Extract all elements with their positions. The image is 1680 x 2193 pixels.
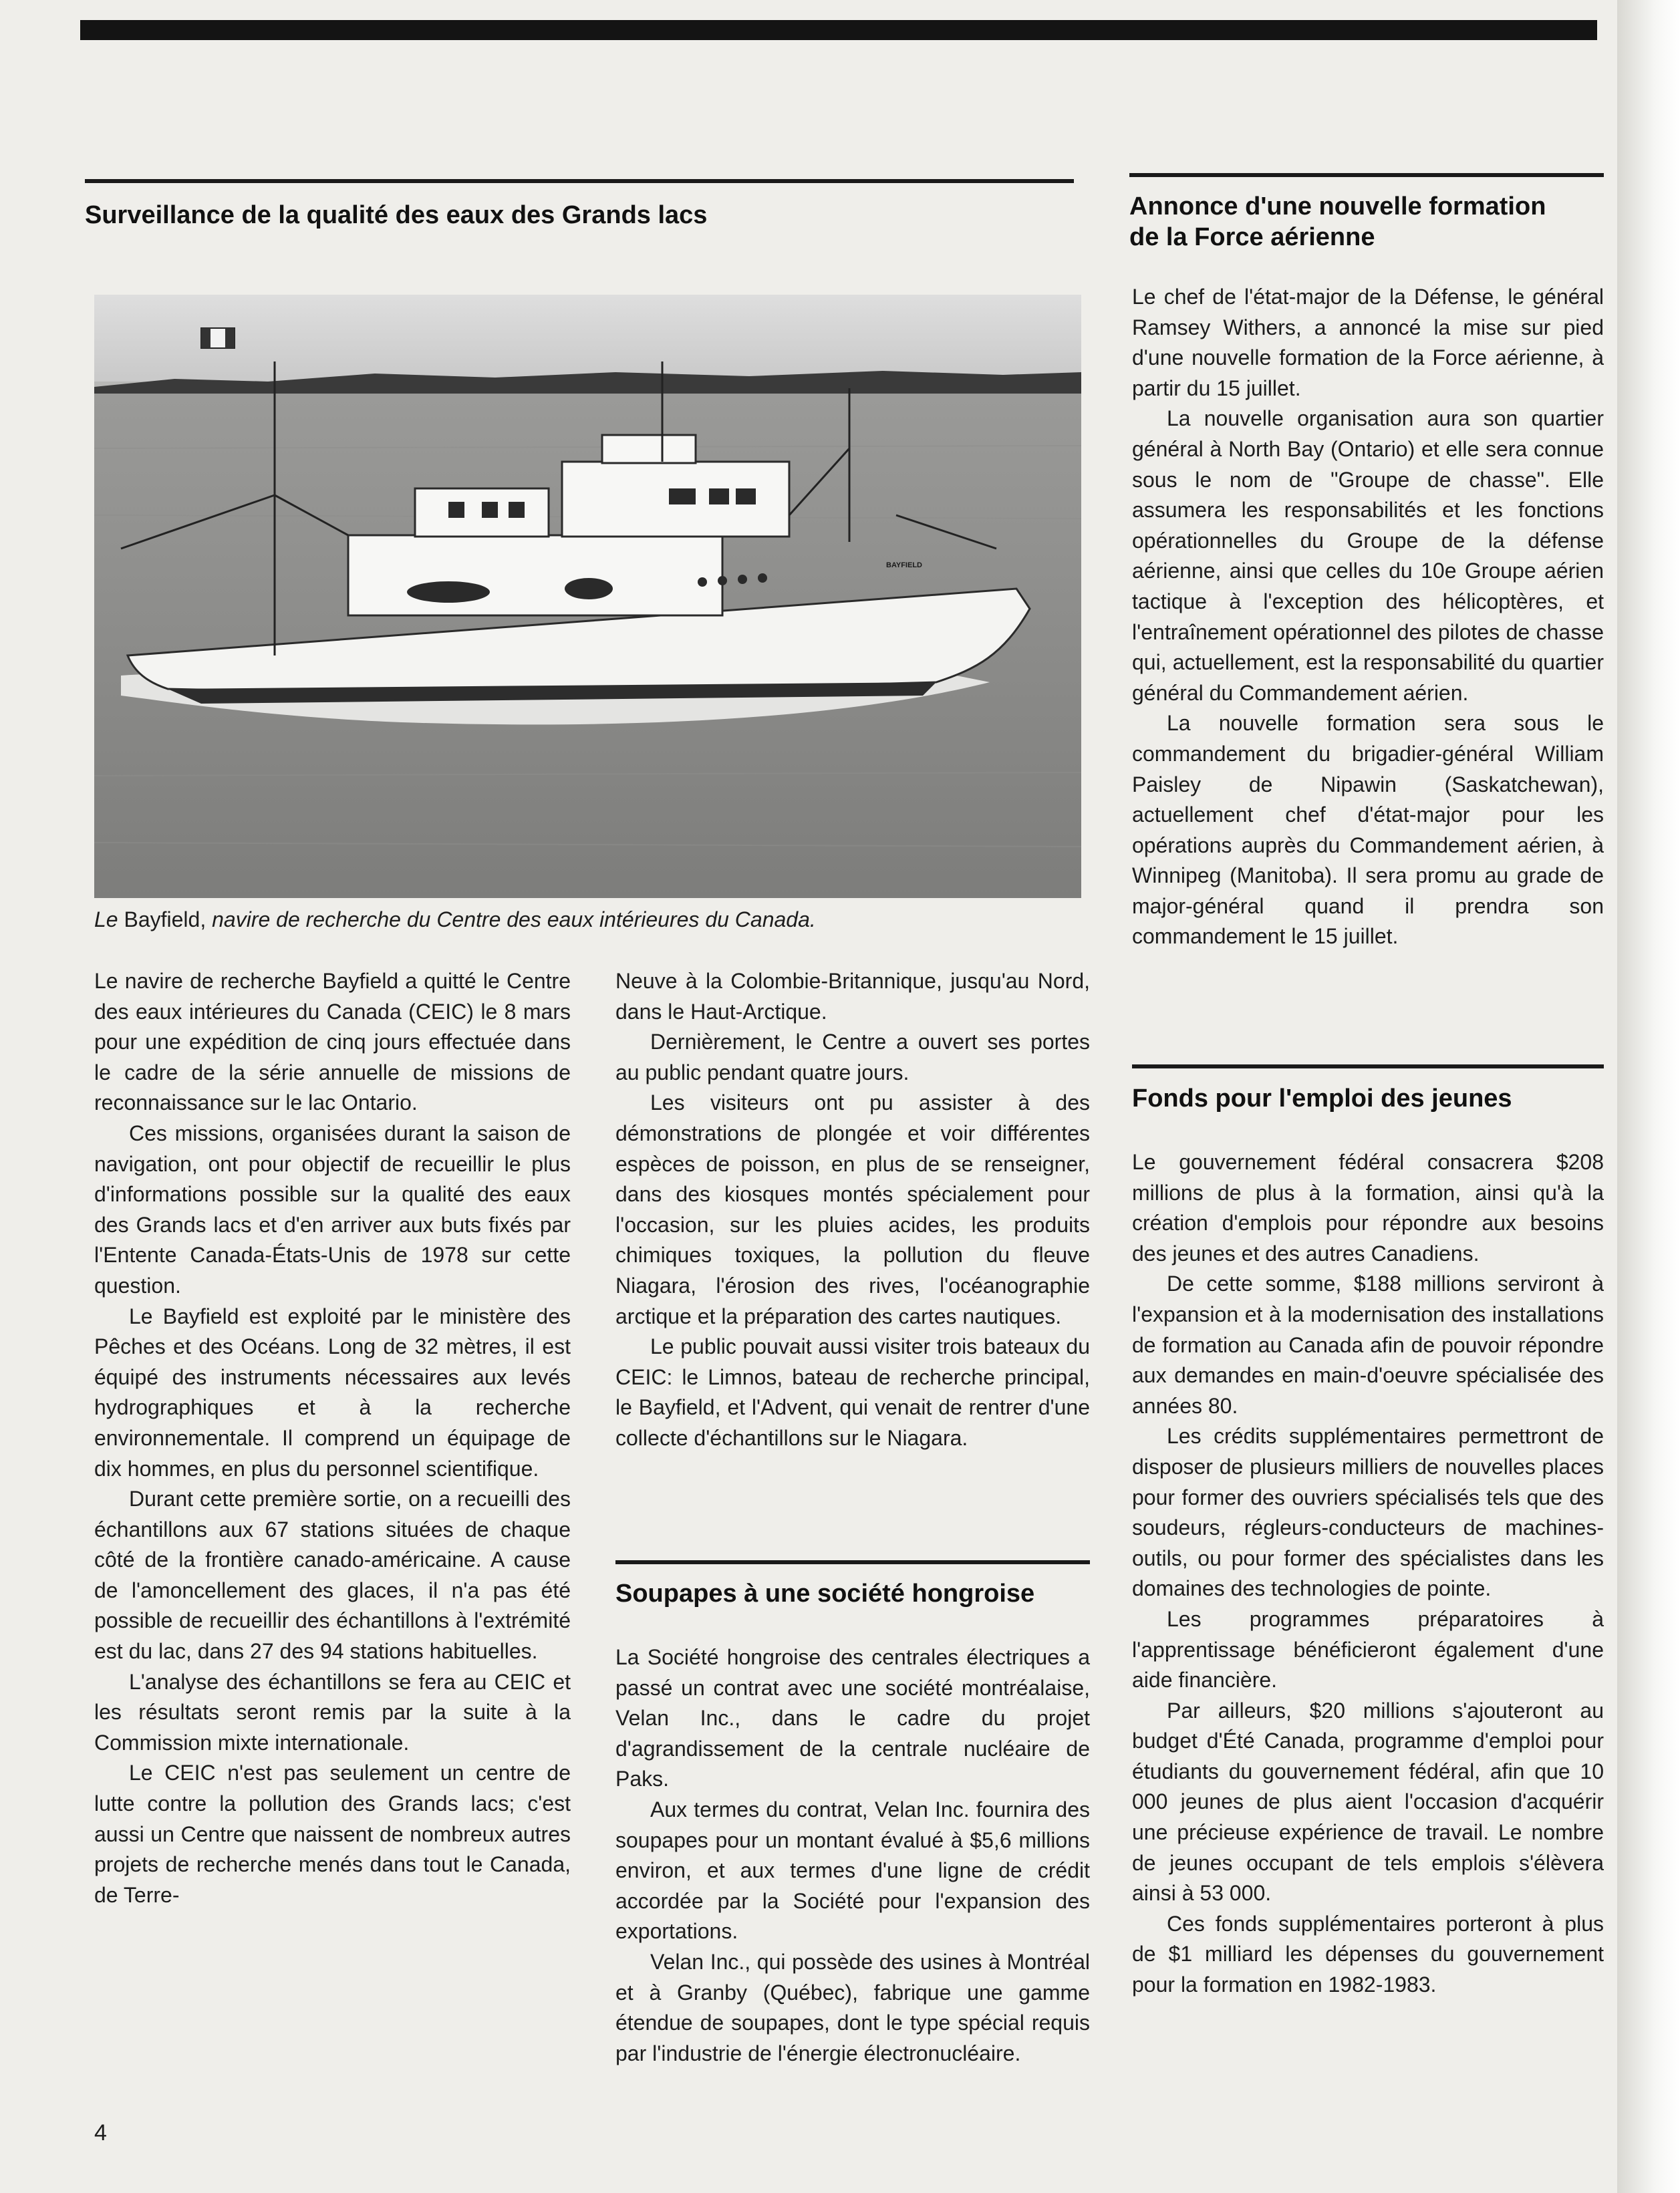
article-body-column-2 [615,966,1090,1454]
paragraph: Durant cette première sortie, on a recueilli des échantillons aux 67 stations situées de chaque côté de la frontière canado-américaine. A cause de l'amoncellement des glaces, il n'a pas été possible de recueillir des échantillons à l'extrémité est du lac, dans 27 des 94 stations habituelles. [94,1487,571,1664]
paragraph: Le Bayfield est exploité par le ministère des Pêches et des Océans. Long de 32 mètres, il est équipé des instruments nécessaires aux levés hydrographiques et à la recherche environnementale. Il comprend un équipage de dix hommes, en plus du personnel scientifique. [94,1304,571,1481]
paragraph: Les programmes préparatoires à l'apprentissage bénéficieront également d'une aide financière. [1132,1606,1604,1693]
paragraph: Velan Inc., qui possède des usines à Montréal et à Granby (Québec), fabrique une gamme étendue de soupapes, dont le type spécial requis par l'industrie de l'énergie électronucléaire. [615,1949,1090,2065]
article-rule [1129,173,1604,177]
paragraph: Le CEIC n'est pas seulement un centre de lutte contre la pollution des Grands lacs; c'est aussi un Centre que naissent de nombreux autres projets de recherche menés dans tout le Canada, de Terre- [94,1761,571,1907]
article-body-column-1 [94,966,571,1910]
article-body [1132,282,1604,952]
paragraph: Aux termes du contrat, Velan Inc. fournira des soupapes pour un montant évalué à $5,6 millions environ, et aux termes d'une ligne de crédit accordée par la Société pour l'expansion des exportations. [615,1797,1090,1944]
article-title [1129,191,1604,253]
paragraph: Le navire de recherche Bayfield a quitté le Centre des eaux intérieures du Canada (CEIC) le 8 mars pour une expédition de cinq jours effectuée dans le cadre de la série annuelle de missions de reconnaissance sur le lac Ontario. [94,969,571,1115]
article-rule [1132,1064,1604,1068]
article-rule [85,179,1074,183]
page-number: 4 [94,2120,107,2146]
paragraph: L'analyse des échantillons se fera au CEIC et les résultats seront remis par la suite à la Commission mixte internationale. [94,1669,571,1755]
article-title: Fonds pour l'emploi des jeunes [1132,1084,1512,1113]
top-bar [80,20,1597,40]
paragraph: Les visiteurs ont pu assister à des démonstrations de plongée et voir différentes espèces de poisson, en plus de se renseigner, dans des kiosques montés spécialement pour l'occasion, sur les pluies acides, les produits chimiques toxiques, la pollution du fleuve Niagara, l'érosion des rives, l'océanographie arctique et la préparation des cartes nautiques. [615,1090,1090,1328]
page-edge [1617,0,1680,2193]
paragraph: La nouvelle formation sera sous le commandement du brigadier-général William Paisley de Nipawin (Saskatchewan), actuellement chef d'état-major pour les opérations auprès du Commandement aérien, à Winnipeg (Manitoba). Il sera promu au grade de major-général quand il prendra son commandement le 15 juillet. [1132,711,1604,949]
article-title: Soupapes à une société hongroise [615,1580,1035,1608]
article-title-line: de la Force aérienne [1129,223,1375,251]
paragraph: Le chef de l'état-major de la Défense, le général Ramsey Withers, a annoncé la mise sur pied d'une nouvelle formation de la Force aérienne, à partir du 15 juillet. [1132,285,1604,400]
article-body [1132,1147,1604,2001]
ship-illustration [94,295,1081,898]
paragraph: Le public pouvait aussi visiter trois bateaux du CEIC: le Limnos, bateau de recherche principal, le Bayfield, et l'Advent, qui venait de rentrer d'une collecte d'échantillons sur le Niagara. [615,1334,1090,1450]
article-title: Surveillance de la qualité des eaux des Grands lacs [85,201,708,229]
paragraph: Ces missions, organisées durant la saison de navigation, ont pour objectif de recueillir le plus d'informations possible sur la qualité des eaux des Grands lacs et d'en arriver aux buts fixés par l'Entente Canada-États-Unis de 1978 sur cette question. [94,1121,571,1298]
article-rule [615,1560,1090,1564]
paragraph: Par ailleurs, $20 millions s'ajouteront au budget d'Été Canada, programme d'emploi pour étudiants du gouvernement fédéral, afin que 10 000 jeunes de plus aient l'occasion d'acquérir une précieuse expérience de travail. Le nombre de jeunes occupant de tels emplois s'élèvera ainsi à 53 000. [1132,1698,1604,1906]
article-body [615,1642,1090,2069]
ship-photo [94,295,1081,898]
paragraph: Les crédits supplémentaires permettront de disposer de plusieurs milliers de nouvelles places pour former des ouvriers spécialisés tels que des soudeurs, régleurs-conducteurs de machines-outils, ou pour former des spécialistes dans les domaines des technologies de pointe. [1132,1424,1604,1601]
hull-name: BAYFIELD [886,561,922,569]
paragraph: De cette somme, $188 millions serviront à l'expansion et à la modernisation des installations de formation au Canada afin de pouvoir répondre aux demandes en main-d'oeuvre spécialisée des années 80. [1132,1272,1604,1418]
paragraph: Ces fonds supplémentaires porteront à plus de $1 milliard les dépenses du gouvernement pour la formation en 1982-1983. [1132,1911,1604,1997]
paragraph: Le gouvernement fédéral consacrera $208 millions de plus à la formation, ainsi qu'à la création d'emplois pour répondre aux besoins des jeunes et des autres Canadiens. [1132,1150,1604,1266]
paragraph: La nouvelle organisation aura son quartier général à North Bay (Ontario) et elle sera connue sous le nom de "Groupe de chasse". Elle assumera les responsabilités et les fonctions opérationnelles du Groupe de la défense aérienne, ainsi que celles du 10e Groupe aérien tactique à l'exception des hélicoptères, et l'entraînement opérationnel des pilotes de chasse qui, actuellement, est la responsabilité du quartier général du Commandement aérien. [1132,406,1604,705]
paragraph: Dernièrement, le Centre a ouvert ses portes au public pendant quatre jours. [615,1030,1090,1084]
paragraph: La Société hongroise des centrales électriques a passé un contrat avec une société montréalaise, Velan Inc., dans le cadre du projet d'agrandissement de la centrale nucléaire de Paks. [615,1645,1090,1791]
photo-caption: Le Bayfield, navire de recherche du Centre des eaux intérieures du Canada. [94,907,816,931]
paragraph: Neuve à la Colombie-Britannique, jusqu'au Nord, dans le Haut-Arctique. [615,969,1090,1024]
article-title-line: Annonce d'une nouvelle formation [1129,192,1546,221]
